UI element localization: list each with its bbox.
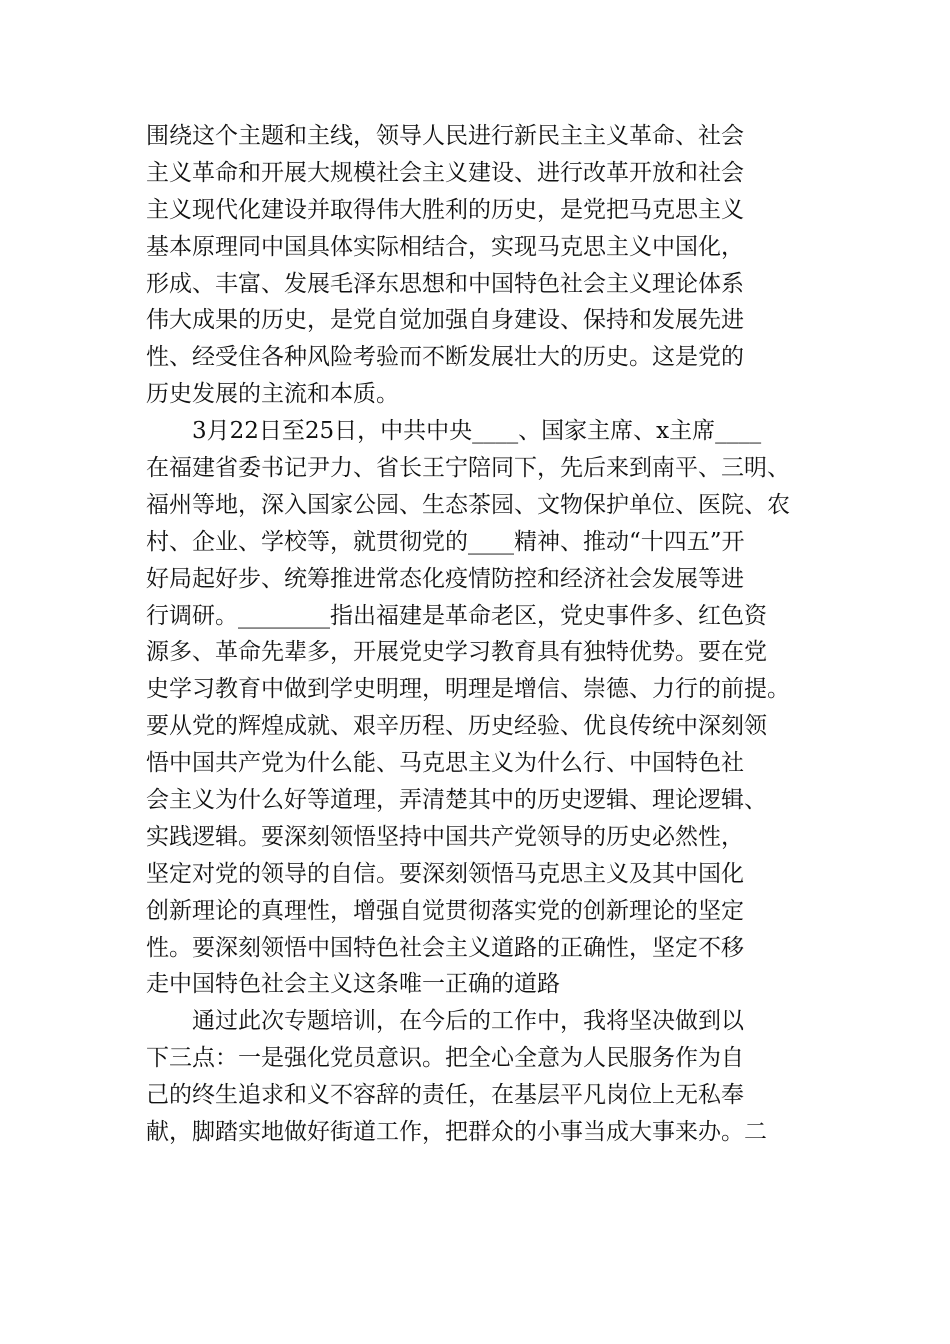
text-line: 福州等地，深入国家公园、生态茶园、文物保护单位、医院、农 bbox=[146, 491, 790, 518]
paragraph-3 bbox=[146, 1003, 809, 1151]
text-line: 走中国特色社会主义这条唯一正确的道路 bbox=[146, 971, 560, 998]
text-line: 好局起好步、统筹推进常态化疫情防控和经济社会发展等进 bbox=[146, 565, 744, 592]
text-line: 献，脚踏实地做好街道工作，把群众的小事当成大事来办。二 bbox=[146, 1119, 767, 1146]
text-line: 围绕这个主题和主线，领导人民进行新民主主义革命、社会 bbox=[146, 123, 744, 149]
text-line: 要从党的辉煌成就、艰辛历程、历史经验、优良传统中深刻领 bbox=[146, 713, 767, 740]
text-line: 形成、丰富、发展毛泽东思想和中国特色社会主义理论体系 bbox=[146, 270, 744, 297]
text-line: 实践逻辑。要深刻领悟坚持中国共产党领导的历史必然性， bbox=[146, 823, 744, 850]
text-line: 在福建省委书记尹力、省长王宁陪同下，先后来到南平、三明、 bbox=[146, 455, 790, 482]
text-line: 源多、革命先辈多，开展党史学习教育具有独特优势。要在党 bbox=[146, 639, 767, 666]
text-line: 伟大成果的历史，是党自觉加强自身建设、保持和发展先进 bbox=[146, 307, 744, 334]
text-line: 主义现代化建设并取得伟大胜利的历史，是党把马克思主义 bbox=[146, 196, 744, 223]
text-line: 性、经受住各种风险考验而不断发展壮大的历史。这是党的 bbox=[146, 344, 744, 371]
document-page bbox=[146, 118, 809, 1151]
paragraph-2 bbox=[146, 413, 809, 1003]
text-line: 创新理论的真理性，增强自觉贯彻落实党的创新理论的坚定 bbox=[146, 897, 744, 924]
text-line: 悟中国共产党为什么能、马克思主义为什么行、中国特色社 bbox=[146, 750, 744, 777]
text-line: 行调研。________指出福建是革命老区，党史事件多、红色资 bbox=[146, 602, 767, 629]
text-line: 己的终生追求和义不容辞的责任，在基层平凡岗位上无私奉 bbox=[146, 1082, 744, 1109]
text-line: 史学习教育中做到学史明理，明理是增信、崇德、力行的前提。 bbox=[146, 676, 790, 703]
text-line: 性。要深刻领悟中国特色社会主义道路的正确性，坚定不移 bbox=[146, 934, 744, 961]
paragraph-1 bbox=[146, 118, 809, 413]
text-line: 历史发展的主流和本质。 bbox=[146, 381, 399, 408]
text-line: 主义革命和开展大规模社会主义建设、进行改革开放和社会 bbox=[146, 159, 744, 186]
text-line: 通过此次专题培训，在今后的工作中，我将坚决做到以 bbox=[192, 1008, 744, 1035]
text-line: 3月22日至25日，中共中央____、国家主席、x主席____ bbox=[192, 418, 762, 445]
text-line: 村、企业、学校等，就贯彻党的____精神、推动“十四五”开 bbox=[146, 528, 745, 555]
text-line: 下三点：一是强化党员意识。把全心全意为人民服务作为自 bbox=[146, 1045, 744, 1072]
text-line: 坚定对党的领导的自信。要深刻领悟马克思主义及其中国化 bbox=[146, 860, 744, 887]
text-line: 基本原理同中国具体实际相结合，实现马克思主义中国化， bbox=[146, 233, 744, 260]
text-line: 会主义为什么好等道理，弄清楚其中的历史逻辑、理论逻辑、 bbox=[146, 787, 767, 814]
